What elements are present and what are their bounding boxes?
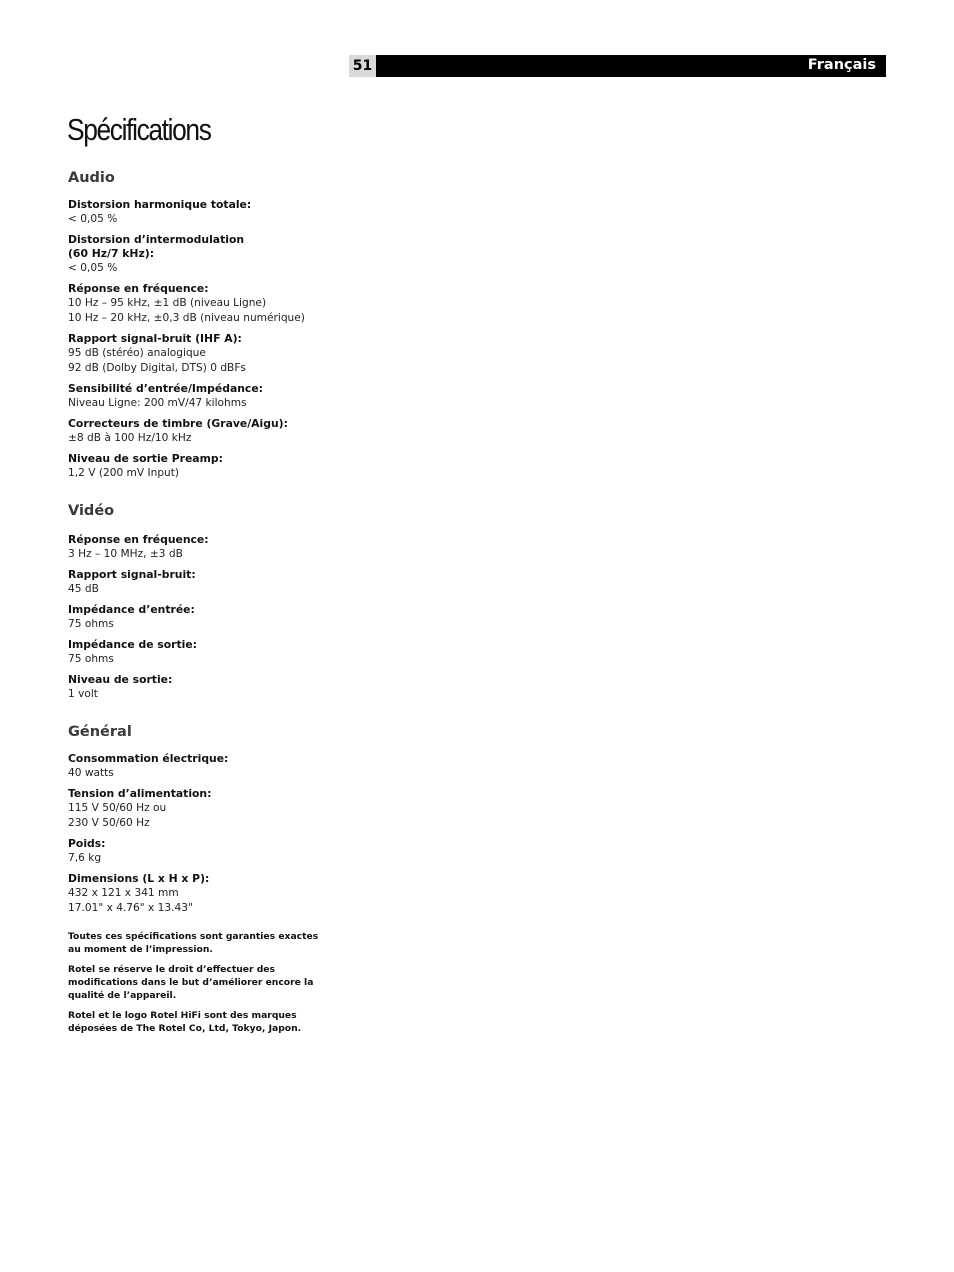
spec-value: 10 Hz – 20 kHz, ±0,3 dB (niveau numérique) xyxy=(68,312,305,324)
spec-value: Niveau Ligne: 200 mV/47 kilohms xyxy=(68,397,247,409)
note-paragraph: Rotel et le logo Rotel HiFi sont des marques déposées de The Rotel Co, Ltd, Tokyo, Japon. xyxy=(68,1010,302,1034)
section-heading: Audio xyxy=(68,170,115,186)
section-heading: Général xyxy=(68,724,132,740)
spec-item xyxy=(68,382,338,411)
section-heading: Vidéo xyxy=(68,503,115,519)
spec-item xyxy=(68,198,338,227)
spec-label: Consommation électrique: xyxy=(68,752,229,765)
section-video xyxy=(68,503,338,702)
spec-item xyxy=(68,332,338,376)
spec-item xyxy=(68,568,338,597)
spec-value: 95 dB (stéréo) analogique xyxy=(68,347,206,359)
spec-label: Correcteurs de timbre (Grave/Aigu): xyxy=(68,417,288,430)
spec-item xyxy=(68,282,338,326)
spec-item xyxy=(68,417,338,446)
spec-value: 40 watts xyxy=(68,767,114,779)
language-label: Français xyxy=(807,57,876,73)
spec-value: 115 V 50/60 Hz ou xyxy=(68,802,167,814)
spec-item xyxy=(68,752,338,781)
spec-label: Niveau de sortie Preamp: xyxy=(68,452,223,465)
spec-label: Réponse en fréquence: xyxy=(68,533,209,546)
spec-item xyxy=(68,872,338,916)
spec-value: 17.01" x 4.76" x 13.43" xyxy=(68,902,193,914)
spec-value: 1,2 V (200 mV Input) xyxy=(68,467,180,479)
spec-value: ±8 dB à 100 Hz/10 kHz xyxy=(68,432,192,444)
spec-value: 10 Hz – 95 kHz, ±1 dB (niveau Ligne) xyxy=(68,297,267,309)
spec-label: Poids: xyxy=(68,837,106,850)
header-bar xyxy=(376,55,886,77)
spec-item xyxy=(68,533,338,562)
spec-value: < 0,05 % xyxy=(68,213,118,225)
spec-value: 45 dB xyxy=(68,583,99,595)
specifications-content xyxy=(68,170,338,922)
note-paragraph: Rotel se réserve le droit d’effectuer des modifications dans le but d’améliorer encore la qualité de l’appareil. xyxy=(68,964,314,1001)
spec-label: Réponse en fréquence: xyxy=(68,282,209,295)
spec-value: 230 V 50/60 Hz xyxy=(68,817,150,829)
spec-item xyxy=(68,452,338,481)
spec-label: Rapport signal-bruit (IHF A): xyxy=(68,332,242,345)
spec-label: Niveau de sortie: xyxy=(68,673,173,686)
spec-value: 92 dB (Dolby Digital, DTS) 0 dBFs xyxy=(68,362,246,374)
spec-value: 75 ohms xyxy=(68,653,114,665)
spec-item xyxy=(68,673,338,702)
spec-label: Dimensions (L x H x P): xyxy=(68,872,210,885)
section-audio xyxy=(68,170,338,481)
spec-label: Rapport signal-bruit: xyxy=(68,568,196,581)
spec-value: 75 ohms xyxy=(68,618,114,630)
spec-value: < 0,05 % xyxy=(68,262,118,274)
page-title: Spécifications xyxy=(67,112,211,147)
spec-item xyxy=(68,233,338,276)
spec-label: Impédance d’entrée: xyxy=(68,603,195,616)
spec-value: 432 x 121 x 341 mm xyxy=(68,887,179,899)
spec-item xyxy=(68,837,338,866)
spec-label: Distorsion harmonique totale: xyxy=(68,198,252,211)
note-paragraph: Toutes ces spécifications sont garanties exactes au moment de l’impression. xyxy=(68,931,319,955)
spec-value: 1 volt xyxy=(68,688,98,700)
spec-label: Impédance de sortie: xyxy=(68,638,197,651)
spec-item xyxy=(68,787,338,831)
spec-value: 3 Hz – 10 MHz, ±3 dB xyxy=(68,548,183,560)
page-number: 51 xyxy=(349,55,376,77)
spec-value: 7,6 kg xyxy=(68,852,102,864)
spec-label: Distorsion d’intermodulation (60 Hz/7 kHz): xyxy=(68,233,245,260)
section-general xyxy=(68,724,338,916)
spec-label: Tension d’alimentation: xyxy=(68,787,212,800)
spec-label: Sensibilité d’entrée/Impédance: xyxy=(68,382,263,395)
notes xyxy=(68,930,320,1042)
spec-item xyxy=(68,603,338,632)
spec-item xyxy=(68,638,338,667)
